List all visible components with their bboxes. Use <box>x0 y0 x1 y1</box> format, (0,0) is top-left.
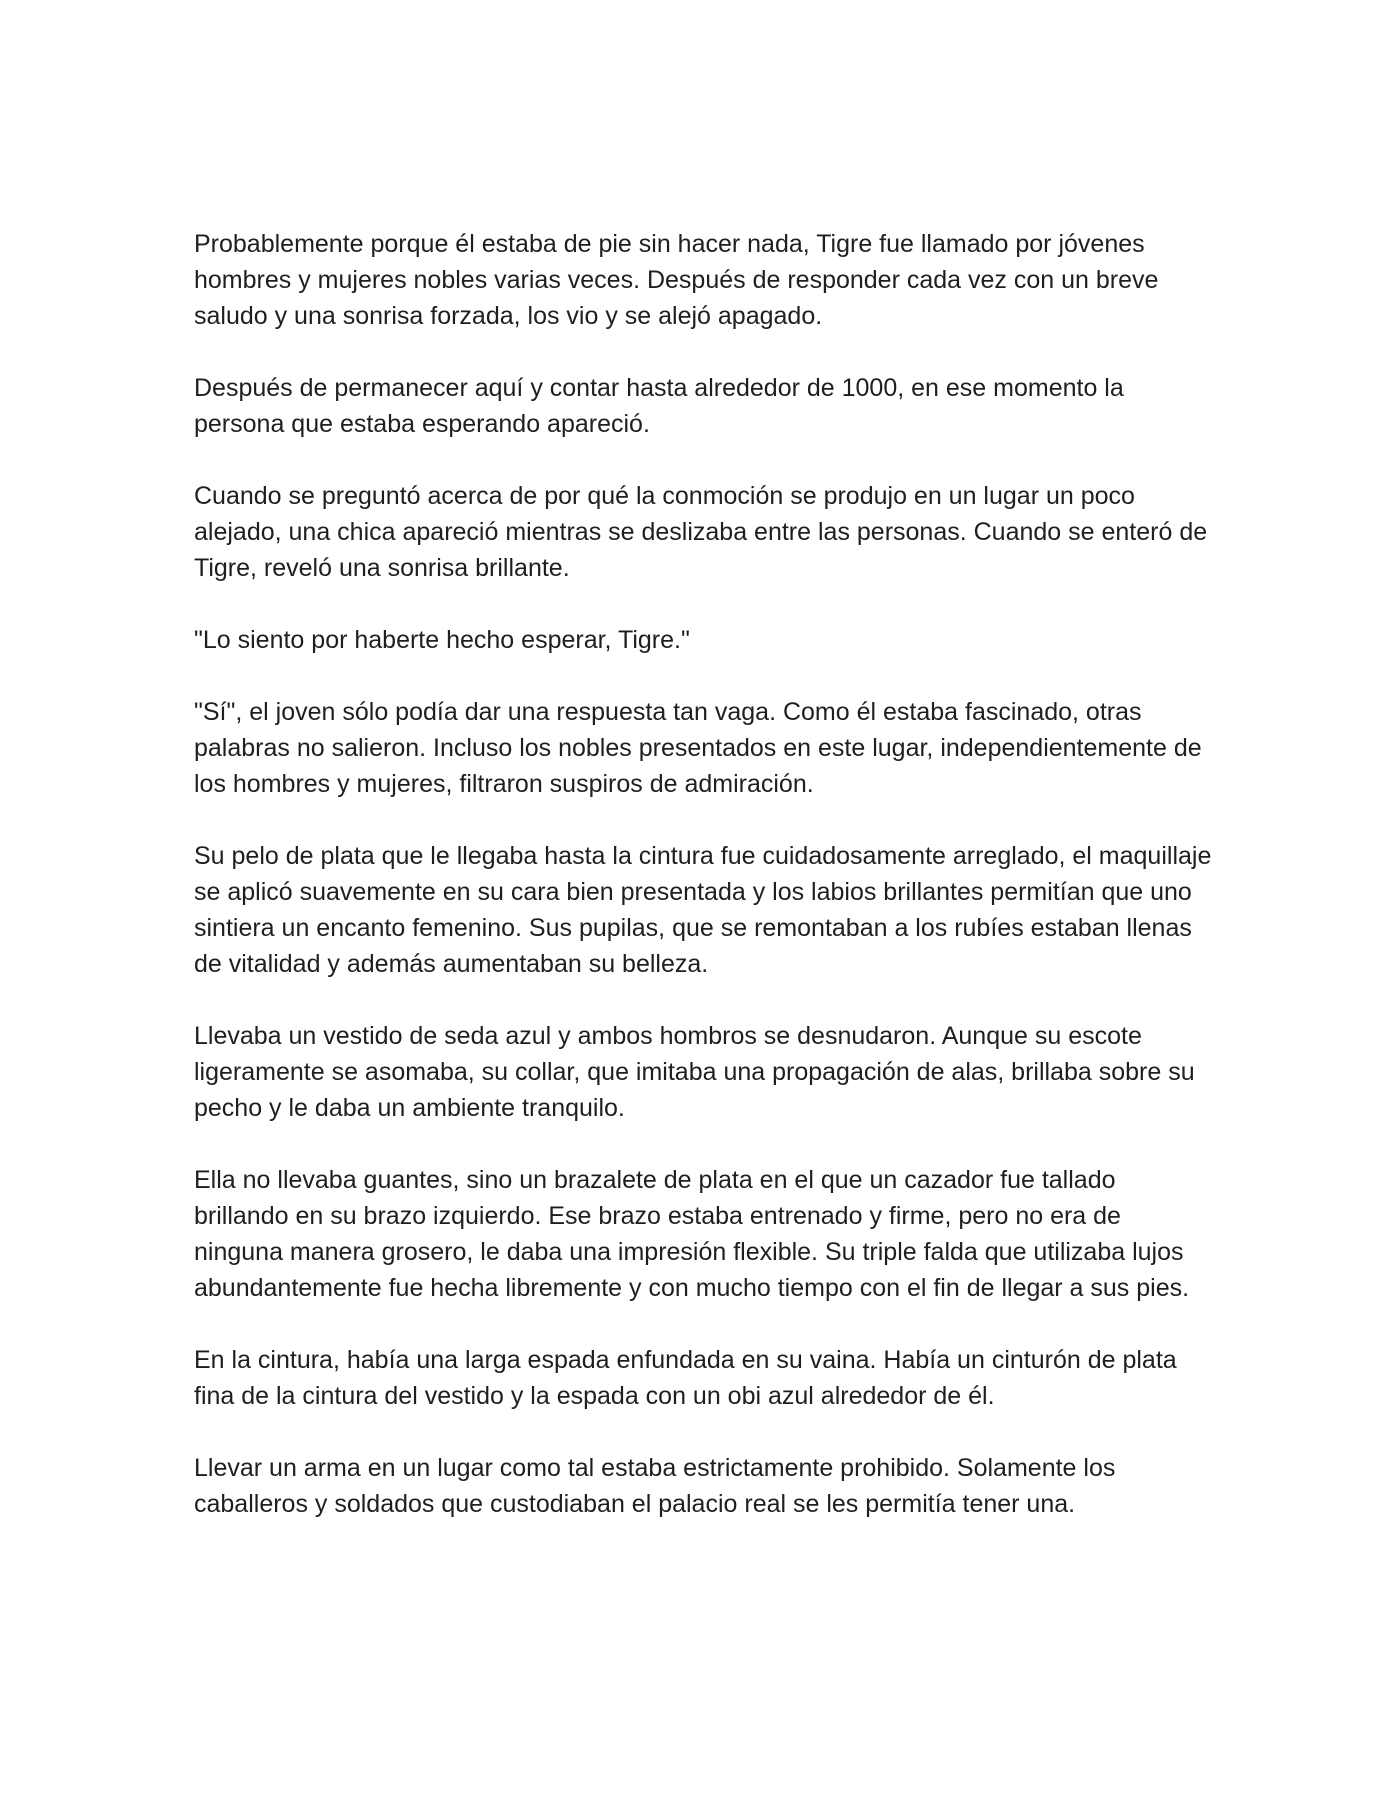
paragraph-7: Llevaba un vestido de seda azul y ambos hombros se desnudaron. Aunque su escote ligeramente se asomaba, su collar, que imitaba una propagación de alas, brillaba sobre su pecho y le daba un ambiente tranquilo. <box>194 1022 1195 1122</box>
paragraph-9: En la cintura, había una larga espada enfundada en su vaina. Había un cinturón de plata fina de la cintura del vestido y la espada con un obi azul alrededor de él. <box>194 1346 1177 1410</box>
document-body <box>194 226 1214 1522</box>
paragraph-1: Probablemente porque él estaba de pie sin hacer nada, Tigre fue llamado por jóvenes hombres y mujeres nobles varias veces. Después de responder cada vez con un breve saludo y una sonrisa forzada, los vio y se alejó apagado. <box>194 230 1159 330</box>
paragraph-3: Cuando se preguntó acerca de por qué la conmoción se produjo en un lugar un poco alejado, una chica apareció mientras se deslizaba entre las personas. Cuando se enteró de Tigre, reveló una sonrisa brillante. <box>194 482 1208 582</box>
paragraph-6: Su pelo de plata que le llegaba hasta la cintura fue cuidadosamente arreglado, el maquillaje se aplicó suavemente en su cara bien presentada y los labios brillantes permitían que uno sintiera un encanto femenino. Sus pupilas, que se remontaban a los rubíes estaban llenas de vitalidad y además aumentaban su belleza. <box>194 842 1212 978</box>
paragraph-2: Después de permanecer aquí y contar hasta alrededor de 1000, en ese momento la persona que estaba esperando apareció. <box>194 374 1124 438</box>
paragraph-8: Ella no llevaba guantes, sino un brazalete de plata en el que un cazador fue tallado brillando en su brazo izquierdo. Ese brazo estaba entrenado y firme, pero no era de ninguna manera grosero, le daba una impresión flexible. Su triple falda que utilizaba lujos abundantemente fue hecha libremente y con mucho tiempo con el fin de llegar a sus pies. <box>194 1166 1190 1302</box>
paragraph-10: Llevar un arma en un lugar como tal estaba estrictamente prohibido. Solamente los caballeros y soldados que custodiaban el palacio real se les permitía tener una. <box>194 1454 1116 1518</box>
paragraph-4: "Lo siento por haberte hecho esperar, Tigre." <box>194 626 690 654</box>
paragraph-5: "Sí", el joven sólo podía dar una respuesta tan vaga. Como él estaba fascinado, otras palabras no salieron. Incluso los nobles presentados en este lugar, independientemente de los hombres y mujeres, filtraron suspiros de admiración. <box>194 698 1202 798</box>
